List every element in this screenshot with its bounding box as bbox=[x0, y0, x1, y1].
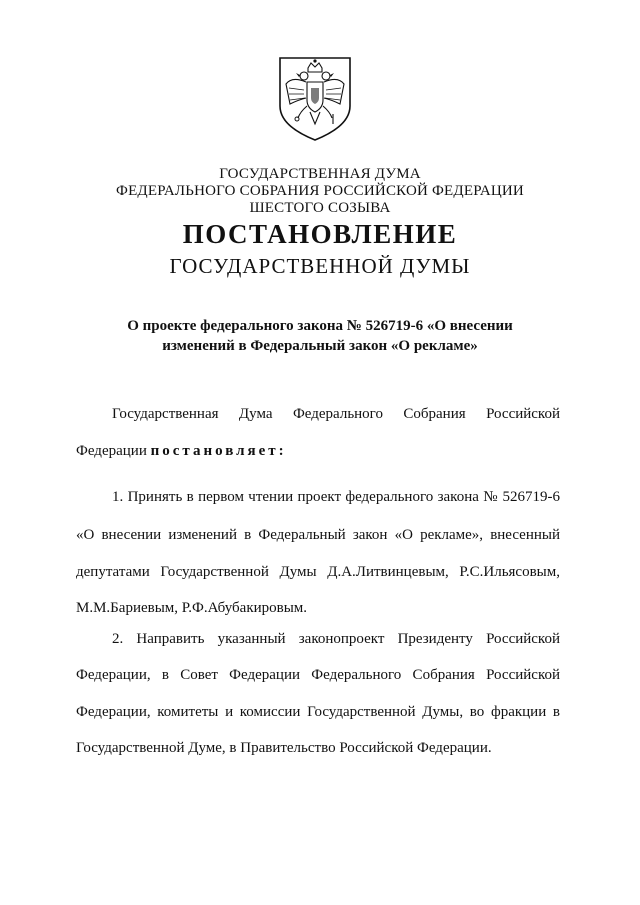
item1-line-2: «О внесении изменений в Федеральный закон «О рекламе», внесенный bbox=[76, 527, 560, 543]
item2-line-2: Федерации, в Совет Федерации Федерального Собрания Российской bbox=[76, 667, 560, 683]
document-subtitle: ГОСУДАРСТВЕННОЙ ДУМЫ bbox=[169, 254, 471, 278]
resolves-word: постановляет: bbox=[150, 443, 287, 459]
preamble-line-1: Государственная Дума Федерального Собрания Российской bbox=[112, 406, 560, 422]
item2-line-4: Государственной Думе, в Правительство Российской Федерации. bbox=[76, 740, 492, 756]
org-name-line-2: ФЕДЕРАЛЬНОГО СОБРАНИЯ РОССИЙСКОЙ ФЕДЕРАЦИИ bbox=[116, 183, 524, 199]
item1-line-4: М.М.Бариевым, Р.Ф.Абубакировым. bbox=[76, 600, 308, 616]
item1-line-3: депутатами Государственной Думы Д.А.Литвинцевым, Р.С.Ильясовым, bbox=[76, 564, 560, 580]
preamble-line-2 bbox=[76, 441, 560, 461]
item1-line-1: 1. Принять в первом чтении проект федерального закона № 526719-6 bbox=[112, 489, 560, 505]
org-name-line-1: ГОСУДАРСТВЕННАЯ ДУМА bbox=[219, 166, 421, 182]
preamble-text: Федерации bbox=[76, 443, 151, 459]
convocation-line: ШЕСТОГО СОЗЫВА bbox=[249, 200, 391, 216]
subject-line-2: изменений в Федеральный закон «О рекламе» bbox=[162, 338, 478, 354]
item2-line-3: Федерации, комитеты и комиссии Государственной Думы, во фракции в bbox=[76, 704, 560, 720]
item2-line-1: 2. Направить указанный законопроект Президенту Российской bbox=[112, 631, 560, 647]
coat-of-arms-emblem bbox=[276, 54, 354, 144]
document-type-title: ПОСТАНОВЛЕНИЕ bbox=[182, 219, 458, 249]
subject-line-1: О проекте федерального закона № 526719-6 «О внесении bbox=[127, 318, 513, 334]
double-headed-eagle-icon bbox=[276, 54, 354, 144]
